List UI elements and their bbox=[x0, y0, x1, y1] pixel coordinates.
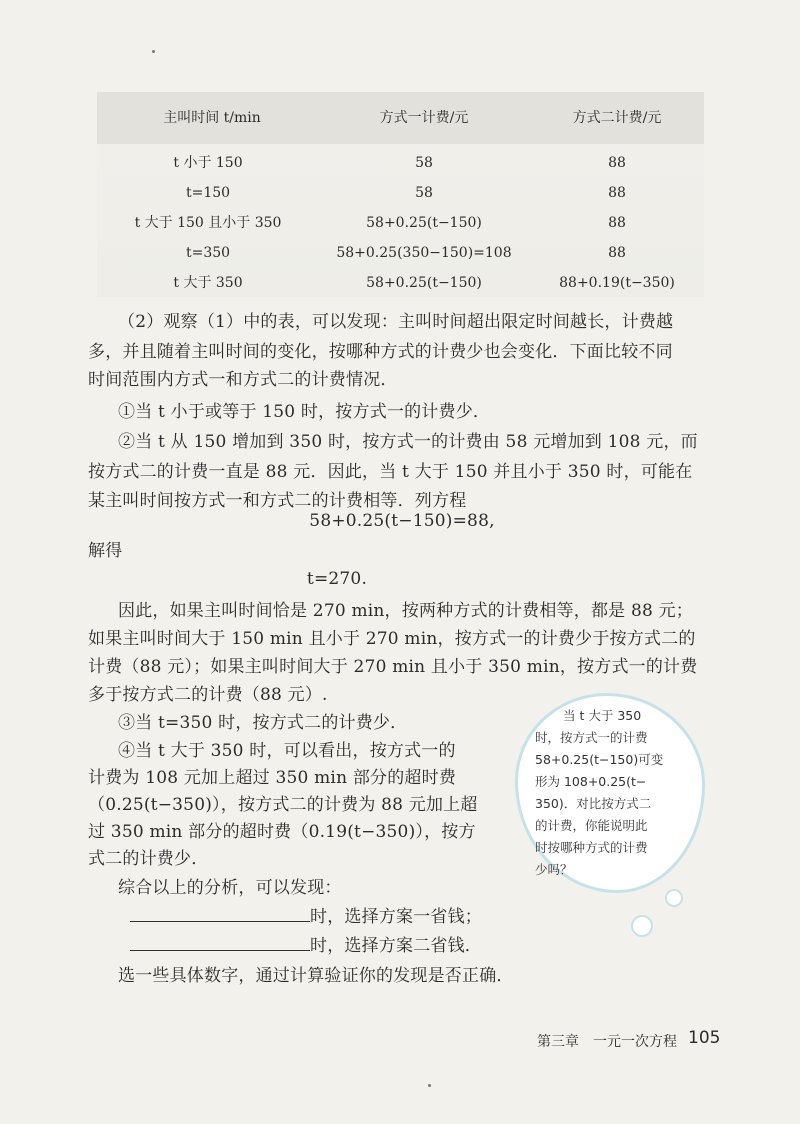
equation: 58+0.25(t−150)=88, bbox=[309, 511, 495, 531]
table-cell: 88 bbox=[608, 245, 626, 261]
table-header-cell: 方式二计费/元 bbox=[572, 110, 662, 126]
final-line: 选一些具体数字，通过计算验证你的发现是否正确． bbox=[118, 966, 514, 986]
scan-speck bbox=[428, 1084, 431, 1087]
paragraph-line: 式二的计费少． bbox=[88, 849, 209, 869]
thought-cloud bbox=[515, 693, 705, 908]
summary-line: 综合以上的分析，可以发现： bbox=[118, 878, 342, 898]
paragraph-line: 因此，如果主叫时间恰是 270 min，按两种方式的计费相等，都是 88 元； bbox=[118, 601, 693, 621]
paragraph-line: 过 350 min 部分的超时费（0.19(t−350)），按方 bbox=[88, 822, 476, 842]
table-cell: 58+0.25(350−150)=108 bbox=[336, 245, 512, 261]
cloud-bubble bbox=[631, 915, 653, 937]
paragraph-line: 某主叫时间按方式一和方式二的计费相等．列方程 bbox=[88, 491, 467, 511]
blank-suffix: 时，选择方案一省钱； bbox=[310, 907, 482, 927]
paragraph-line: 计费（88 元）；如果主叫时间大于 270 min 且小于 350 min，按方式一的计费 bbox=[88, 657, 698, 677]
cloud-line: 的计费，你能说明此 bbox=[535, 818, 648, 833]
paragraph-line: 多于按方式二的计费（88 元）. bbox=[88, 685, 328, 705]
table-cell: t=350 bbox=[185, 245, 231, 261]
cloud-line: 时，按方式一的计费 bbox=[535, 730, 648, 745]
cloud-text bbox=[535, 705, 695, 881]
chapter-title: 第三章 一元一次方程 bbox=[537, 1034, 677, 1050]
solution: t=270. bbox=[306, 569, 368, 589]
table-cell: t=150 bbox=[185, 185, 231, 201]
billing-table bbox=[97, 92, 704, 297]
scan-speck bbox=[152, 50, 155, 53]
paragraph-line: （0.25(t−350)），按方式二的计费为 88 元加上超 bbox=[88, 795, 478, 815]
fill-blank-two bbox=[130, 931, 482, 961]
label-jiede: 解得 bbox=[88, 541, 123, 561]
cloud-line: 58+0.25(t−150)可变 bbox=[535, 752, 664, 767]
paragraph-line: ②当 t 从 150 增加到 350 时，按方式一的计费由 58 元增加到 108 元，而 bbox=[118, 432, 698, 452]
cloud-line: 当 t 大于 350 bbox=[563, 708, 642, 723]
page-number: 105 bbox=[688, 1028, 721, 1048]
table-cell: 58 bbox=[415, 155, 433, 171]
table-cell: 88 bbox=[608, 155, 626, 171]
table-cell: 58+0.25(t−150) bbox=[366, 215, 482, 231]
cloud-line: 形为 108+0.25(t− bbox=[535, 774, 647, 789]
table-cell: 88 bbox=[608, 185, 626, 201]
paragraph-line: 时间范围内方式一和方式二的计费情况． bbox=[88, 370, 398, 390]
cloud-bubble bbox=[665, 889, 683, 907]
table-cell: t 大于 350 bbox=[173, 275, 243, 291]
blank-suffix: 时，选择方案二省钱． bbox=[310, 936, 482, 956]
cloud-line: 时按哪种方式的计费 bbox=[535, 840, 648, 855]
case-three: ③当 t=350 时，按方式二的计费少． bbox=[118, 713, 408, 733]
paragraph-line: ④当 t 大于 350 时，可以看出，按方式一的 bbox=[118, 741, 456, 761]
blank-line[interactable] bbox=[130, 932, 310, 951]
fill-blank-one bbox=[130, 902, 482, 932]
table-cell: t 小于 150 bbox=[173, 155, 243, 171]
table-cell: 58+0.25(t−150) bbox=[366, 275, 482, 291]
table-cell: t 大于 150 且小于 350 bbox=[134, 215, 282, 231]
blank-line[interactable] bbox=[130, 903, 310, 922]
paragraph-line: （2）观察（1）中的表，可以发现：主叫时间超出限定时间越长，计费越 bbox=[118, 312, 674, 332]
paragraph-line: 按方式二的计费一直是 88 元．因此，当 t 大于 150 并且小于 350 时，可能在 bbox=[88, 462, 693, 482]
cloud-line: 少吗？ bbox=[535, 862, 573, 877]
table-cell: 88 bbox=[608, 215, 626, 231]
table-header-cell: 方式一计费/元 bbox=[379, 110, 469, 126]
table-header-cell: 主叫时间 t/min bbox=[163, 110, 261, 126]
case-one: ①当 t 小于或等于 150 时，按方式一的计费少． bbox=[118, 402, 491, 422]
paragraph-line: 多，并且随着主叫时间的变化，按哪种方式的计费少也会变化．下面比较不同 bbox=[88, 342, 673, 362]
paragraph-line: 计费为 108 元加上超过 350 min 部分的超时费 bbox=[88, 768, 457, 788]
cloud-line: 350)．对比按方式二 bbox=[535, 796, 652, 811]
table-cell: 58 bbox=[415, 185, 433, 201]
table-cell: 88+0.19(t−350) bbox=[559, 275, 675, 291]
paragraph-line: 如果主叫时间大于 150 min 且小于 270 min，按方式一的计费少于按方式二的 bbox=[88, 629, 696, 649]
